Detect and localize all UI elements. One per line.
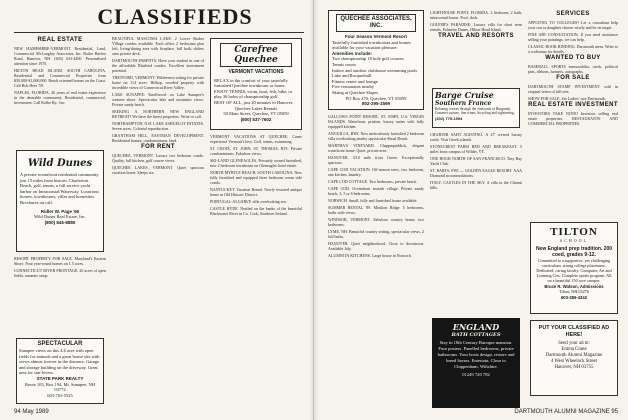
section-services: SERVICES — [556, 11, 590, 17]
barge-cruise-ad — [432, 88, 520, 128]
section-travel-resorts: TRAVEL AND RESORTS — [438, 33, 514, 39]
tilton-logo: TILTON — [550, 226, 598, 238]
listing: CAPE COD. Oceanfront seaside village. Private sandy beach, 3, 5 or 6 bedrooms. — [328, 186, 424, 196]
left-column-1-more — [14, 256, 106, 336]
ad-title: PUT YOUR CLASSIFIED AD HERE! — [538, 325, 610, 338]
ad-body: Committed to a supportive, yet challenging curriculum, strong college placement. Dedicated, caring faculty. Computer, Art and Learning Ctrs. Complete sports program. All on a beautiful 150 acre campus. — [536, 257, 612, 284]
listing: LAKE SUNAPEE: Knollwood on Lake Sunapee's western shore. Spectacular lake and mountain views. Private sandy beach. — [112, 92, 204, 107]
listing: ALUMNI IN KITCHENS. Large house in Norwich. — [328, 253, 412, 258]
listing: NORWICH. Small, fully and furnished house available. — [328, 198, 418, 203]
listing: DARTMOUTH PARENTS: Have your student in one of the affordable Bluebird condos. Excellent investment potential. — [112, 58, 204, 73]
listing: SEEKING A NORTHERN NEW ENGLAND RETREAT? We have the finest properties. Write or call. — [112, 109, 204, 119]
masthead: CLASSIFIEDS — [97, 4, 253, 29]
ad-body: Relaxing cruises through the vineyards of Burgundy. Gourmet cuisine, fine wines, bicycling and sightseeing. — [435, 107, 515, 116]
section-real-estate: REAL ESTATE — [37, 37, 83, 43]
ad-body: Sunapee views on this 4.6 acre with open fields for animals and a great house site with views almost forever in the distance. Garage and storage building on the driveway. Great area for sun-lovers. — [19, 348, 100, 376]
ad-phone: 603-763-5525 — [47, 392, 73, 398]
listing: FINE ART CONSULTATION. If you need assistance selling your paintings, we can help. — [528, 32, 618, 42]
ad-bullet: BEST OF ALL, just 20 minutes to Hanover. — [214, 99, 294, 105]
barge-subtitle: Southern France — [435, 100, 492, 107]
quechee-logo: Carefree Quechee — [220, 43, 292, 67]
listing: GOLFER'S PARADISE: Luxury villa for short term rentals, Palmetto Dunes, Hilton Head Island. — [430, 22, 522, 32]
listing: QUECHEE, VERMONT. Luxury two bedroom condo. Quality, full kitchen, golf course views. — [112, 153, 204, 163]
listing: CLASSIC BOOK BINDING. Dartmouth mem. Write to a craftsman for details. — [528, 44, 618, 54]
listing: BASEBALL SPORTS memorabilia, cards, political pins, ribbons, banners, autographs. — [528, 64, 618, 74]
amenity-item: Fitness center and lounge — [332, 78, 378, 84]
listing: BEAUTIFUL MASCOMA LAKE: 2 Lower Shaker Village condos available. Each offers 2 bedrooms plus loft, living/dining area with fireplace, full bath, sliders onto private deck. — [112, 36, 204, 56]
listing: NORTH MYRTLE BEACH, SOUTH CAROLINA. New fully furnished and equipped three bedroom ocean side condo. — [210, 170, 302, 185]
put-your-ad-box — [530, 320, 618, 396]
ad-address: 4 West Wheelock Street — [551, 359, 597, 365]
ad-phone: 603-286-4342 — [560, 294, 588, 300]
carefree-quechee-ad — [210, 38, 302, 130]
amenity-item: Two championship 18 hole golf courses — [332, 56, 404, 62]
listing: GRANTHAM HILL, EASTMAN DEVELOPMENT. Residential homes, condominiums, land. — [112, 133, 204, 143]
listing: ONE HOUR NORTH OF SAN FRANCISCO. Tiny Bay Yacht Club. — [430, 156, 522, 166]
section-for-rent: FOR RENT — [141, 144, 175, 150]
ad-org: Dartmouth Alumni Magazine — [545, 353, 603, 359]
ad-address: PO Box 270, Quechee, VT 05059 — [345, 95, 407, 101]
listing: STONECREST FARM BED AND BREAKFAST. 5 miles from campus of Wilder, VT. — [430, 144, 522, 154]
ad-title: SPECTACULAR — [37, 341, 83, 347]
right-column-3 — [528, 10, 618, 216]
listing: VERMONT VACATIONS AT QUECHEE. Come experience Vermont's best. Golf, tennis, swimming. — [210, 134, 302, 144]
right-column-1 — [328, 114, 424, 406]
england-cottages-ad — [432, 318, 520, 408]
listing: APPLYING TO COLLEGES? Let a consultant help your son or daughter choose wisely and be on target. — [528, 20, 618, 30]
ad-bullet: ENJOY TENNIS, swim, boat, fish, hike, or play 36 holes of championship golf. — [214, 88, 293, 100]
ad-city: Hanover, NH 03755 — [554, 365, 594, 371]
associates-logo: QUECHEE ASSOCIATES, INC. — [336, 14, 416, 32]
listing: HANOVER. Quiet neighborhood. Close to downtown. Available July. — [328, 241, 424, 251]
ad-body: A private oceanfront residential community just 15 miles from historic Charleston. Beach, golf, tennis, a full service yacht harbor on Intracoastal Waterway. Luxurious homes, townhouses, villas and homesites. Brochures on call. — [20, 172, 100, 205]
left-column-3 — [210, 134, 302, 406]
ad-address: Tilton, NH 03276 — [559, 289, 589, 295]
listing: QUECHEE LAKES, VERMONT. Quiet spacious vacation home. Sleeps six. — [112, 165, 204, 175]
ad-title: VERMONT VACATIONS — [228, 69, 284, 75]
quechee-associates-ad — [328, 10, 424, 110]
listing: NEW HAMPSHIRE-VERMONT. Residential, Land, Commercial. McLaughry Associates, Inc. Boiler Harbor Road, Hanover, NH. (603) 643-4400. Personalized attention since 1970. — [14, 46, 106, 66]
amenity-item: Skiing at Quechee Slopes — [332, 89, 379, 95]
listing: NORTHAMPTON, N.H. LAKE ASHUELOT ESTATES. Seven acres, Colonial reproduction. — [112, 121, 204, 131]
ad-subtitle: BATH COTTAGES — [451, 332, 501, 338]
ad-amenities-title: Amenities include: — [332, 50, 373, 56]
ad-title: ENGLAND — [452, 322, 500, 332]
ad-body: Tastefully furnished townhouses and homes available for your vacation pleasure. — [332, 39, 411, 51]
section-for-sale: FOR SALE — [556, 75, 590, 81]
listing: MARTHA'S VINEYARD. Chappaquiddick, elegant waterfront home. Quiet, private area. — [328, 143, 424, 153]
listing: ST. BARTS, FWI — GOLDEN EAGLE RESORT. AAA Diamond accommodations. — [430, 168, 522, 178]
section-real-estate-investment: REAL ESTATE INVESTMENT — [528, 102, 618, 108]
ad-phone: (202) 775-1994 — [435, 115, 463, 121]
ad-address: Wild Dunes Real Estate, Inc. — [33, 214, 87, 220]
ad-address: 50 Main Street, Quechee, VT 05059 — [223, 111, 289, 117]
ad-agency: Quechee Lakes Rentals — [234, 105, 278, 111]
ad-headline: New England prep tradition. 200 coed, grades 9-12. — [535, 245, 613, 258]
ad-agency: STATE PARK REALTY — [36, 375, 84, 381]
amenity-item: Lake and Racquetball — [332, 73, 372, 79]
right-column-2-top — [430, 10, 522, 86]
page-folio-left: 94 May 1989 — [14, 409, 49, 415]
listing: ANGUILLA, BWI. New meticulously furnished 2 bedroom villa overlooking nearby spectacular Shoal Beach. — [328, 131, 424, 141]
listing: DARTMOUTH STAMP INVESTMENT sold in original series of full sets. — [528, 84, 618, 94]
amenity-item: Indoor and outdoor clubhouse swimming pools — [332, 67, 418, 73]
listing: RESORT PROPERTY FOR SALE. Maryland's Eastern Shore. Four year-round homes on 1.5 acres. — [14, 256, 106, 266]
ad-body: Send your ad to: — [558, 341, 590, 347]
section-wanted: WANTED TO BUY — [545, 55, 601, 61]
listing: WINDSOR, VERMONT. Fabulous country home, two bedrooms. — [328, 217, 424, 227]
listing: GALLOWS POINT RESORT, ST. JOHN, U.S. VIRGIN ISLANDS. Waterfront, pristine, luxury suites with fully equipped kitchen. — [328, 114, 424, 129]
ad-name: Emma Crane — [561, 347, 587, 353]
page-folio-right: DARTMOUTH ALUMNI MAGAZINE 95 — [514, 409, 618, 415]
listing: THETFORD, VERMONT: Wilderness setting for private home on 114 acres. Hilltop, wooded property with incredible views of Connecticut River Valley. — [112, 75, 204, 90]
ad-phone: 802-295-1599 — [361, 101, 391, 107]
barge-logo: Barge Cruise — [435, 90, 494, 100]
ad-address: Route 103, Box 194, Mt. Sunapee, NH 03772 — [25, 381, 95, 393]
listing: LYME, NH. Beautiful country setting, spectacular views. 2 full baths. — [328, 229, 424, 239]
wild-dunes-ad — [16, 150, 104, 252]
listing: ST. CROIX, ST. JOHN, ST. THOMAS, BVI. Private condominiums. Fabulous views. — [210, 146, 302, 156]
listing: NAPLES, FLORIDA. 26 years of real estate experience in the desirable community. Residential, commercial, investment. Call Kolbe Ry., Inc. — [14, 90, 106, 105]
listing: SHOW FOR SALE: Six Ladies' size Dartmouth. — [528, 96, 606, 101]
ad-subtitle: Four Season Vermont Resort — [344, 34, 407, 39]
listing: CHARTER SAHT AGISTINO. A 47' crewed luxury yacht. Visit Greek islands. — [430, 132, 522, 142]
left-column-2 — [112, 36, 204, 406]
listing: INVESTORS TAKE NOTE! Investors selling real estate properties. RESTAURANTS AND COMMERCIAL PROPERTIES. — [528, 111, 618, 126]
listing: CONNECTICUT RIVER FRONTAGE. 20 acres of open fields, summer camp. — [14, 268, 106, 278]
ad-phone: (800) 537-7602 — [240, 116, 272, 122]
tilton-school-ad — [530, 222, 618, 314]
listing: CAPE COD VACATION. Off-season rates, two bedroom, one kitchen, laundry. — [328, 167, 424, 177]
wild-dunes-logo: Wild Dunes — [27, 158, 93, 169]
spectacular-ad — [16, 338, 104, 404]
listing: SKI-LAND GLENEAGLES. Privately owned furnished, new 2 bedroom townhouse on Gleneagles hotel estate. — [210, 158, 302, 168]
listing: SUMMER RENTAL '89. Moulton Ridge. 5 bedrooms, baths with views. — [328, 205, 424, 215]
listing: HANOVER. 3/10 mile from Green. Exceptionally spacious. — [328, 155, 424, 165]
listing: PORTUGAL-ALGARVE villa overlooking sea. — [210, 199, 287, 204]
listing: CAPE COD COTTAGE. Two bedrooms, private beach. — [328, 179, 418, 184]
ad-phone: (800) 845-8880 — [44, 219, 76, 225]
ad-bullet: RELAX in the comfort of your tastefully furnished Quechee townhouse or home. — [214, 77, 288, 89]
listing: HILTON HEAD ISLAND, SOUTH CAROLINA. Residential and Commercial Properties from $30,000-$1,000,000. Beach oriented homes on the Coast. Call Bob Heer '59. — [14, 68, 106, 88]
ad-body: Stay in 18th Century Baroque mansion. Four posters. Panelled bedrooms, private bathrooms. Your hosts design, restore and breed horses. Entertain. Close to Chippenham, Wiltshire. — [437, 340, 515, 369]
listing: NANTUCKET. Vacation Rental. Newly restored antique home in Old Historic District. — [210, 187, 302, 197]
tilton-sub: SCHOOL — [559, 238, 588, 243]
right-column-2-more — [430, 132, 522, 312]
ad-phone: 01249 720 782 — [462, 372, 490, 377]
masthead-rule — [14, 32, 304, 33]
right-page — [314, 0, 628, 420]
ad-contact: Bruce R. Watson, Admissions — [544, 283, 604, 289]
amenity-item: Five restaurants nearby — [332, 84, 374, 90]
listing: LIGHTHOUSE POINT, FLORIDA. 2 bedroom, 2 bath, intracoastal home. Pool, dock. — [430, 10, 522, 20]
amenity-item: Tennis courts — [332, 61, 357, 67]
ad-contact: Ridler W. Page '60 — [40, 208, 80, 214]
listing: CASTLE HYDE. Nestled on the banks of the beautiful Blackwater River in Co. Cork, Southern Ireland. — [210, 206, 302, 216]
listing: ITALY. CASTLES IN THE SKY. A villa in the Chianti hills. — [430, 180, 522, 190]
